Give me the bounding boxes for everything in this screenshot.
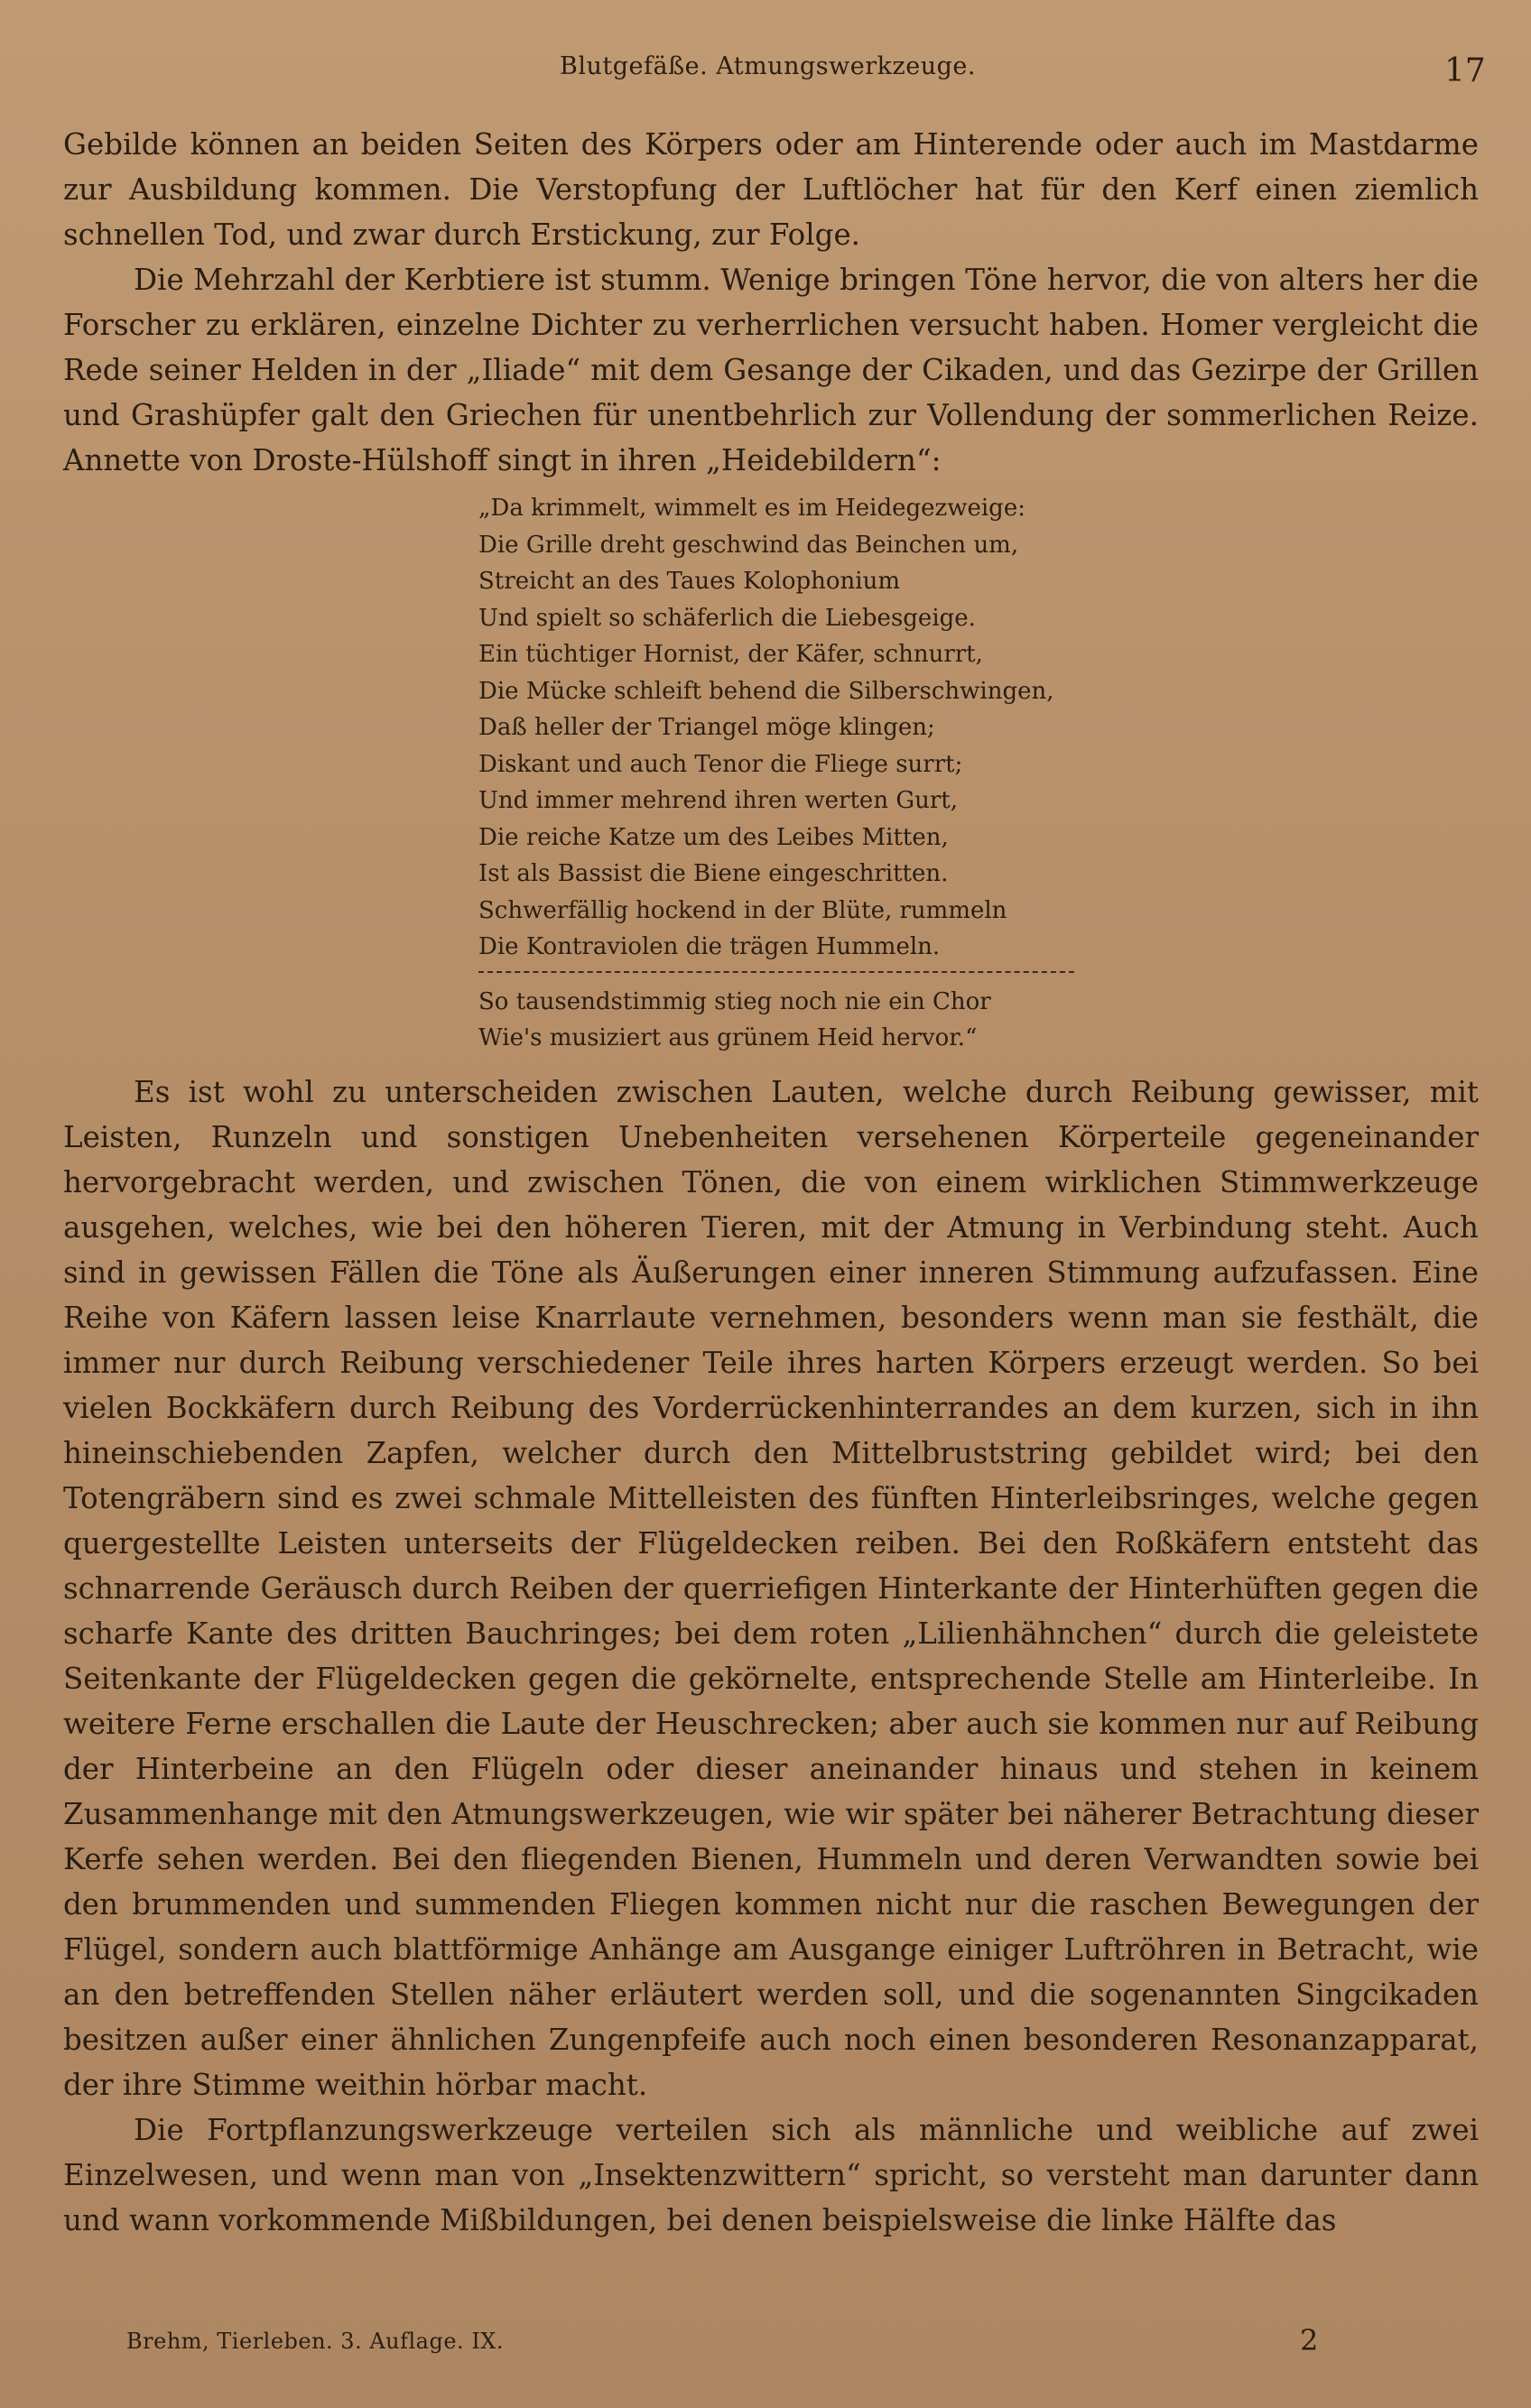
page-header bbox=[0, 52, 1531, 97]
poem-line: „Da krimmelt, wimmelt es im Heidegezweige: bbox=[478, 495, 1025, 522]
poem-line: Ein tüchtiger Hornist, der Käfer, schnurrt, bbox=[478, 641, 983, 668]
poem-line: Daß heller der Triangel möge klingen; bbox=[478, 714, 935, 741]
poem-line: Wie's musiziert aus grünem Heid hervor.“ bbox=[478, 1024, 978, 1051]
stanza-divider bbox=[478, 971, 1074, 973]
running-title: Blutgefäße. Atmungswerkzeuge. bbox=[560, 52, 976, 80]
paragraph: Die Mehrzahl der Kerbtiere ist stumm. Wenige bringen Töne hervor, die von alters her die Forscher zu erklären, einzelne Dichter zu verherrlichen versucht haben. Homer vergleicht die Rede seiner Helden in der „Iliade“ mit dem Gesange der Cikaden, und das Gezirpe der Grillen und Grashüpfer galt den Griechen für unentbehrlich zur Vollendung der sommerlichen Reize. Annette von Droste-Hülshoff singt in ihren „Heidebildern“: bbox=[63, 263, 1479, 477]
poem-line: Und spielt so schäferlich die Liebesgeige. bbox=[478, 604, 976, 632]
poem-line: Die Grille dreht geschwind das Beinchen um, bbox=[478, 531, 1019, 559]
poem-line: Die Kontraviolen die trägen Hummeln. bbox=[478, 933, 941, 960]
poem-line: Diskant und auch Tenor die Fliege surrt; bbox=[478, 750, 963, 778]
poem-line: Und immer mehrend ihren werten Gurt, bbox=[478, 787, 958, 814]
poem-line: Ist als Bassist die Biene eingeschritten. bbox=[478, 860, 949, 887]
page-number: 17 bbox=[1444, 52, 1486, 89]
paragraph: Die Fortpflanzungswerkzeuge verteilen sich als männliche und weibliche auf zwei Einzelwesen, und wenn man von „Insektenzwittern“ spricht, so versteht man darunter dann und wann vorkommende Mißbildungen, bei denen beispielsweise die linke Hälfte das bbox=[63, 2112, 1479, 2237]
poem-quote bbox=[478, 490, 1128, 1057]
poem-line: Die reiche Katze um des Leibes Mitten, bbox=[478, 823, 949, 851]
poem-line: Die Mücke schleift behend die Silberschwingen, bbox=[478, 677, 1054, 705]
poem-line: Streicht an des Taues Kolophonium bbox=[478, 568, 900, 595]
page-footer bbox=[0, 2323, 1531, 2365]
paragraph: Es ist wohl zu unterscheiden zwischen Lauten, welche durch Reibung gewisser, mit Leisten, Runzeln und sonstigen Unebenheiten versehenen Körperteile gegeneinander hervorgebracht werden, und zwischen Tönen, die von einem wirklichen Stimmwerkzeuge ausgehen, welches, wie bei den höheren Tieren, mit der Atmung in Verbindung steht. Auch sind in gewissen Fällen die Töne als Äußerungen einer inneren Stimmung aufzufassen. Eine Reihe von Käfern lassen leise Knarrlaute vernehmen, besonders wenn man sie festhält, die immer nur durch Reibung verschiedener Teile ihres harten Körpers erzeugt werden. So bei vielen Bockkäfern durch Reibung des Vorderrückenhinterrandes an dem kurzen, sich in ihn hineinschiebenden Zapfen, welcher durch den Mittelbruststring gebildet wird; bei den Totengräbern sind es zwei schmale Mittelleisten des fünften Hinterleibsringes, welche gegen quergestellte Leisten unterseits der Flügeldecken reiben. Bei den Roßkäfern entsteht das schnarrende Geräusch durch Reiben der querriefigen Hinterkante der Hinterhüften gegen die scharfe Kante des dritten Bauchringes; bei dem roten „Lilienhähnchen“ durch die geleistete Seitenkante der Flügeldecken gegen die gekörnelte, entsprechende Stelle am Hinterleibe. In weitere Ferne erschallen die Laute der Heuschrecken; aber auch sie kommen nur auf Reibung der Hinterbeine an den Flügeln oder dieser aneinander hinaus und stehen in keinem Zusammenhange mit den Atmungswerkzeugen, wie wir später bei näherer Betrachtung dieser Kerfe sehen werden. Bei den fliegenden Bienen, Hummeln und deren Verwandten sowie bei den brummenden und summenden Fliegen kommen nicht nur die raschen Bewegungen der Flügel, sondern auch blattförmige Anhänge am Ausgange einiger Luftröhren in Betracht, wie an den betreffenden Stellen näher erläutert werden soll, und die sogenannten Singcikaden besitzen außer einer ähnlichen Zungenpfeife auch noch einen besonderen Resonanzapparat, der ihre Stimme weithin hörbar macht. bbox=[63, 1074, 1479, 2102]
body-text bbox=[63, 122, 1479, 2243]
paragraph: Gebilde können an beiden Seiten des Körpers oder am Hinterende oder auch im Mastdarme zur Ausbildung kommen. Die Verstopfung der Luftlöcher hat für den Kerf einen ziemlich schnellen Tod, und zwar durch Erstickung, zur Folge. bbox=[63, 127, 1479, 252]
poem-line: Schwerfällig hockend in der Blüte, rummeln bbox=[478, 896, 1007, 924]
sheet-signature: 2 bbox=[1300, 2323, 1319, 2357]
poem-line: So tausendstimmig stieg noch nie ein Chor bbox=[478, 987, 991, 1015]
footer-credit: Brehm, Tierleben. 3. Auflage. IX. bbox=[126, 2329, 505, 2354]
